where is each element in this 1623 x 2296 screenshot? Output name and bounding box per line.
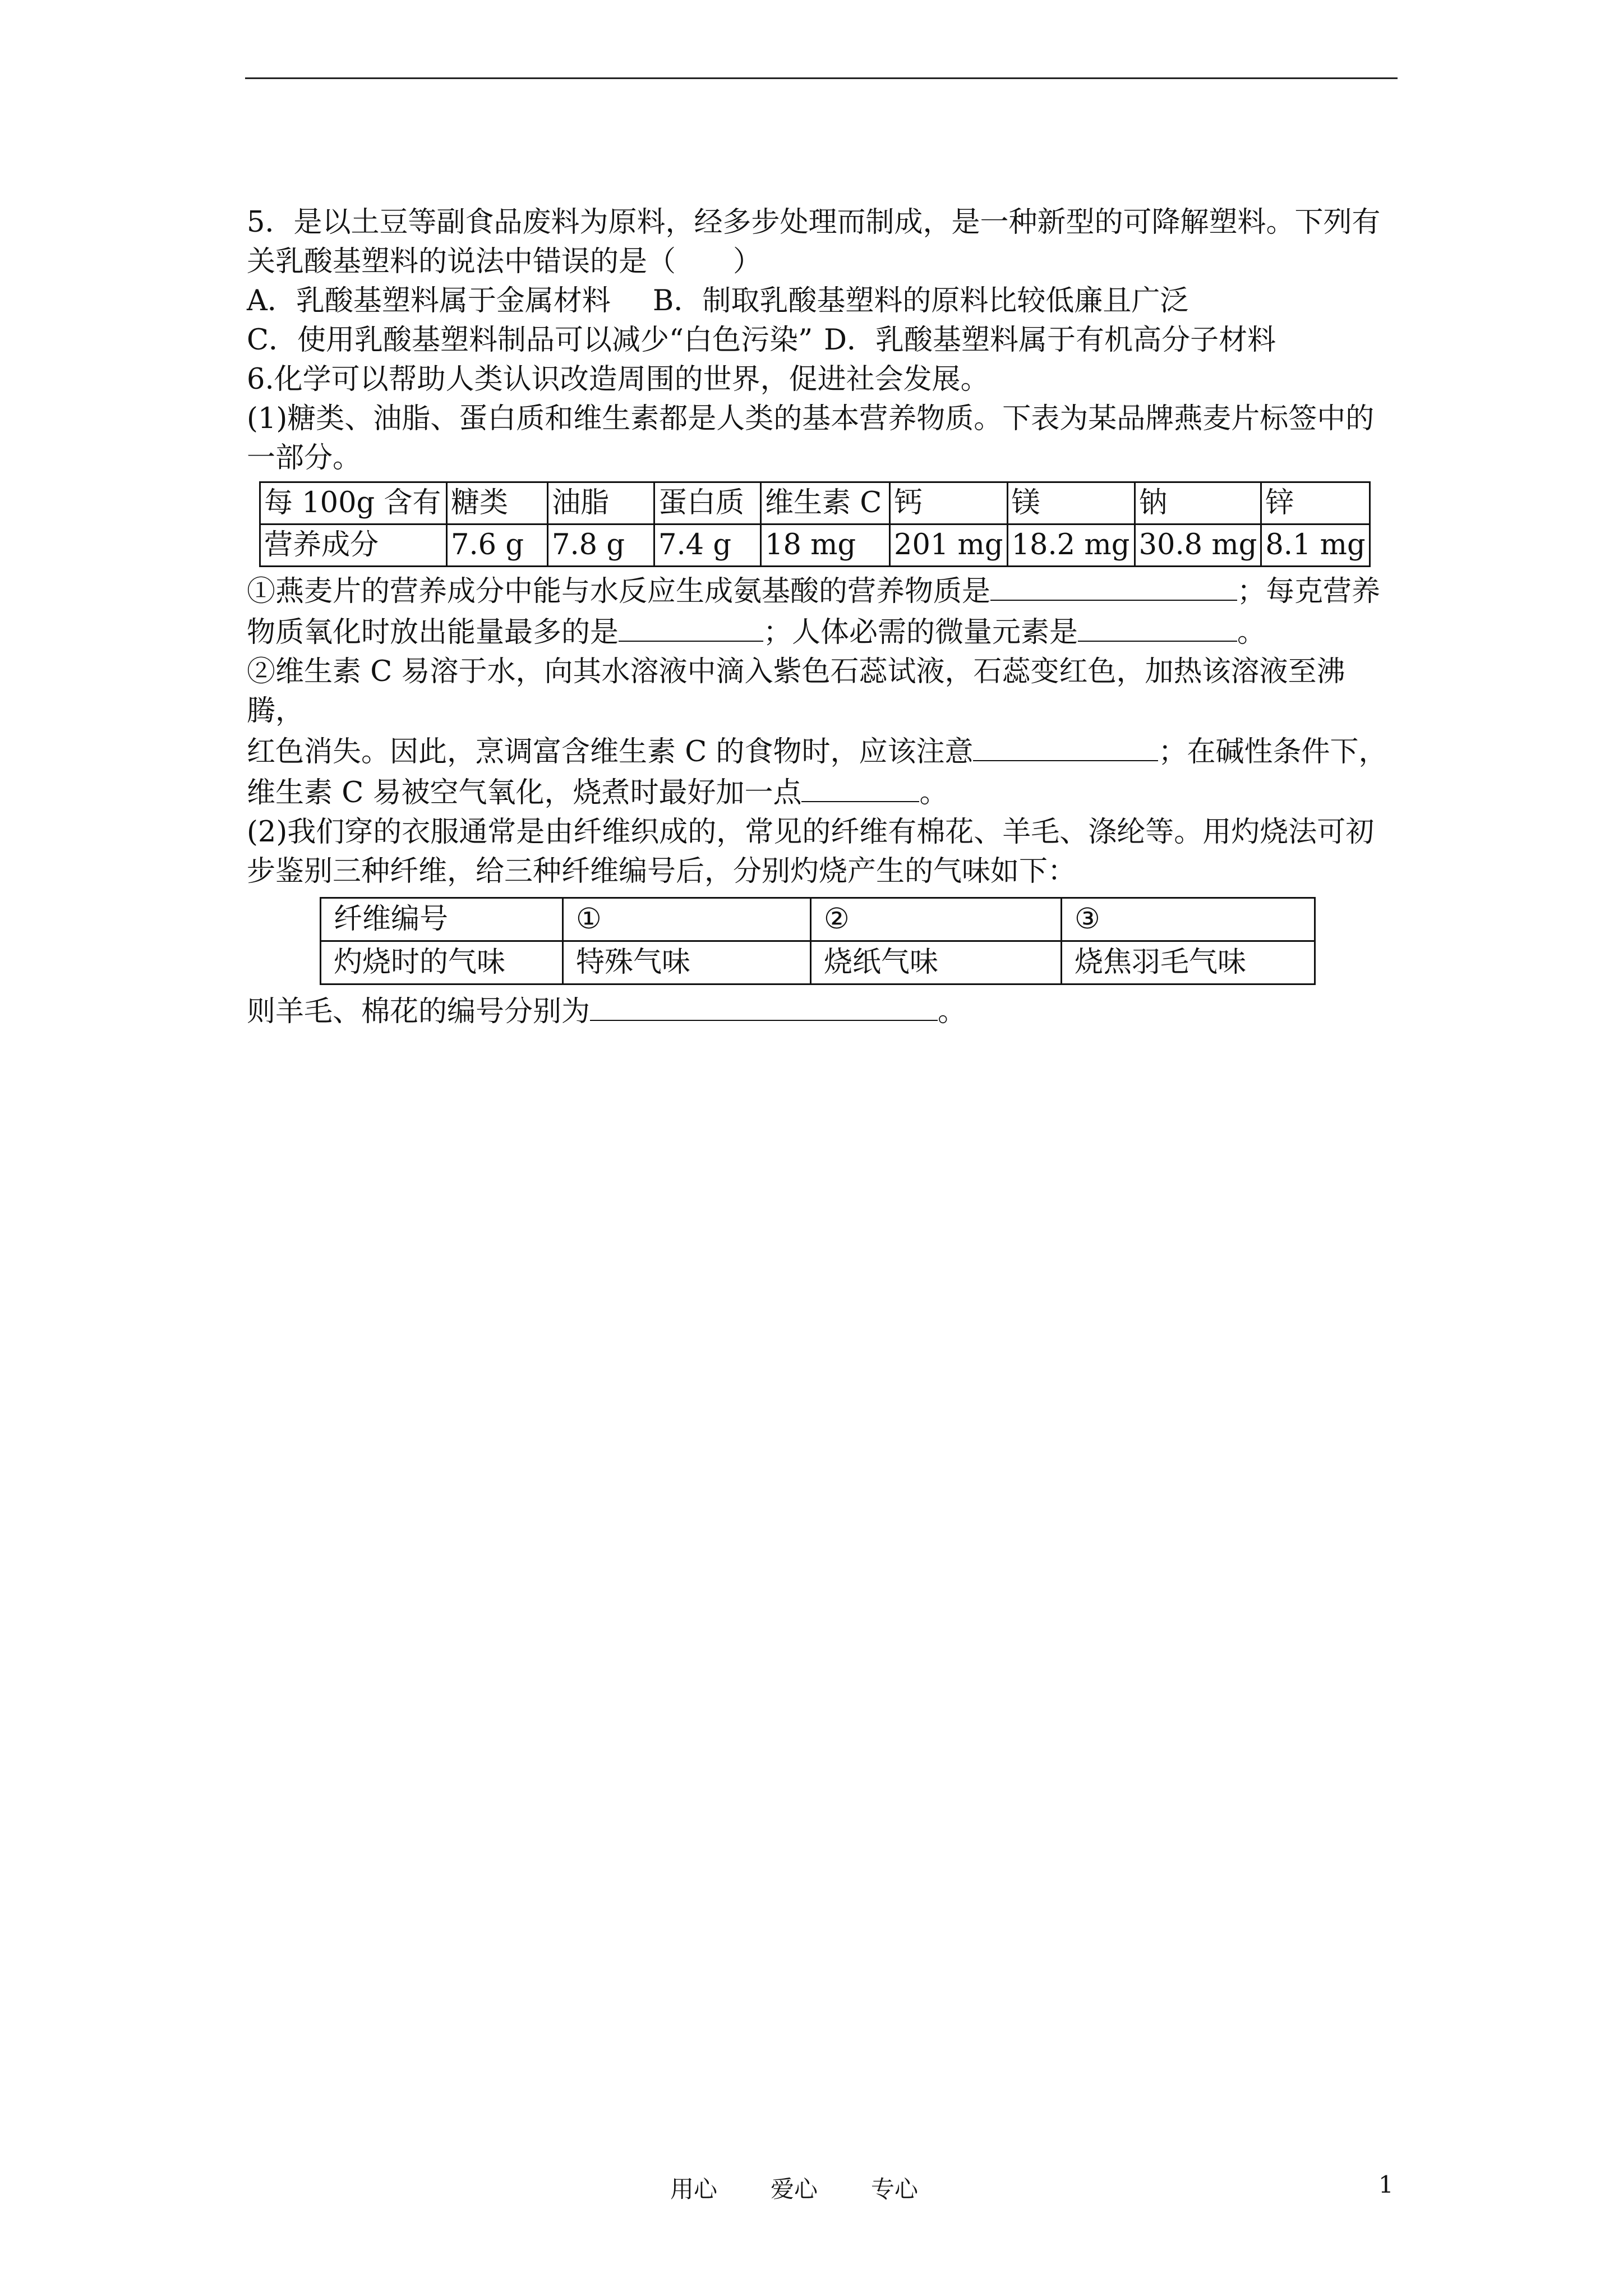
fiber-value-row [321, 941, 1315, 984]
answer-blank[interactable] [990, 570, 1237, 601]
table-cell: 18 mg [761, 524, 890, 567]
page-number: 1 [1378, 2171, 1394, 2198]
table-cell: 30.8 mg [1135, 524, 1261, 567]
table-cell: 镁 [1007, 482, 1135, 524]
nutrition-value-row [260, 524, 1370, 567]
answer-blank[interactable] [590, 991, 938, 1021]
table-cell: ① [563, 898, 811, 941]
table-cell: 18.2 mg [1007, 524, 1135, 567]
q6-part1-line1: (1)糖类、油脂、蛋白质和维生素都是人类的基本营养物质。下表为某品牌燕麦片标签中的 [247, 402, 1375, 435]
q6-part2-line1: (2)我们穿的衣服通常是由纤维织成的，常见的纤维有棉花、羊毛、涤纶等。用灼烧法可初 [247, 816, 1375, 849]
table-cell: 特殊气味 [563, 941, 811, 984]
table-cell: 油脂 [548, 482, 654, 524]
q5-option-d: D．乳酸基塑料属于有机高分子材料 [824, 324, 1276, 357]
table-cell: 糖类 [447, 482, 548, 524]
table-cell: ③ [1062, 898, 1315, 941]
fiber-table [320, 897, 1316, 985]
answer-blank[interactable] [1078, 611, 1237, 642]
table-cell: 烧纸气味 [811, 941, 1062, 984]
question-text: 物质氧化时放出能量最多的是 [247, 616, 619, 649]
table-cell: 灼烧时的气味 [321, 941, 563, 984]
question-text: ；每克营养 [1237, 575, 1381, 608]
q6-s2-line2 [247, 731, 1402, 772]
q5-option-c: C．使用乳酸基塑料制品可以减少“白色污染” [247, 324, 813, 357]
q5-line1: 5．是以土豆等副食品废料为原料，经多步处理而制成，是一种新型的可降解塑料。下列有 [247, 206, 1381, 239]
table-cell: 维生素 C [761, 482, 890, 524]
table-cell: 7.4 g [654, 524, 761, 567]
footer-item: 爱心 [771, 2175, 818, 2203]
table-cell: 7.6 g [447, 524, 548, 567]
question-text: ①燕麦片的营养成分中能与水反应生成氨基酸的营养物质是 [247, 575, 991, 608]
q5-option-b: B．制取乳酸基塑料的原料比较低廉且广泛 [652, 284, 1189, 318]
nutrition-header-row [260, 482, 1370, 524]
q6-part1-line2: 一部分。 [247, 441, 362, 475]
table-cell: 钠 [1135, 482, 1261, 524]
q6-final-line [247, 991, 1402, 1032]
q6-s2-line1: ②维生素 C 易溶于水，向其水溶液中滴入紫色石蕊试液，石蕊变红色，加热该溶液至沸腾， [247, 655, 1345, 728]
q6-intro: 6.化学可以帮助人类认识改造周围的世界，促进社会发展。 [247, 363, 989, 396]
footer-motto [670, 2171, 918, 2205]
table-cell: ② [811, 898, 1062, 941]
footer-item: 专心 [871, 2175, 919, 2203]
question-text: 。 [919, 776, 948, 809]
answer-blank[interactable] [619, 611, 763, 642]
q6-s1-line2 [247, 611, 1402, 652]
question-text: 则羊毛、棉花的编号分别为 [247, 995, 591, 1028]
table-cell: 营养成分 [260, 524, 447, 567]
q5-options-ab [247, 282, 1402, 321]
question-text: 红色消失。因此，烹调富含维生素 C 的食物时，应该注意 [247, 735, 974, 769]
question-text: ；在碱性条件下， [1158, 735, 1387, 769]
table-cell: 8.1 mg [1261, 524, 1370, 567]
footer-item: 用心 [670, 2175, 718, 2203]
question-text: ；人体必需的微量元素是 [763, 616, 1078, 649]
answer-blank[interactable] [973, 731, 1158, 761]
table-cell: 纤维编号 [321, 898, 563, 941]
nutrition-table [259, 481, 1371, 567]
q5-option-a: A．乳酸基塑料属于金属材料 [247, 284, 611, 318]
question-text: 维生素 C 易被空气氧化，烧煮时最好加一点 [247, 776, 802, 809]
question-text: 。 [938, 995, 967, 1028]
table-cell: 烧焦羽毛气味 [1062, 941, 1315, 984]
table-cell: 201 mg [890, 524, 1008, 567]
question-text: 。 [1237, 616, 1266, 649]
table-cell: 锌 [1261, 482, 1370, 524]
q6-part2-line2: 步鉴别三种纤维，给三种纤维编号后，分别灼烧产生的气味如下： [247, 855, 1077, 888]
fiber-header-row [321, 898, 1315, 941]
q6-s1-line1 [247, 570, 1402, 611]
answer-blank[interactable] [801, 772, 919, 802]
q5-options-cd [247, 321, 1402, 360]
table-cell: 蛋白质 [654, 482, 761, 524]
table-cell: 钙 [890, 482, 1008, 524]
table-cell: 7.8 g [548, 524, 654, 567]
worksheet-content [247, 203, 1402, 1032]
q5-line2: 关乳酸基塑料的说法中错误的是（ ） [247, 245, 762, 278]
table-cell: 每 100g 含有 [260, 482, 447, 524]
q6-s2-line3 [247, 772, 1402, 813]
header-rule [245, 77, 1398, 79]
